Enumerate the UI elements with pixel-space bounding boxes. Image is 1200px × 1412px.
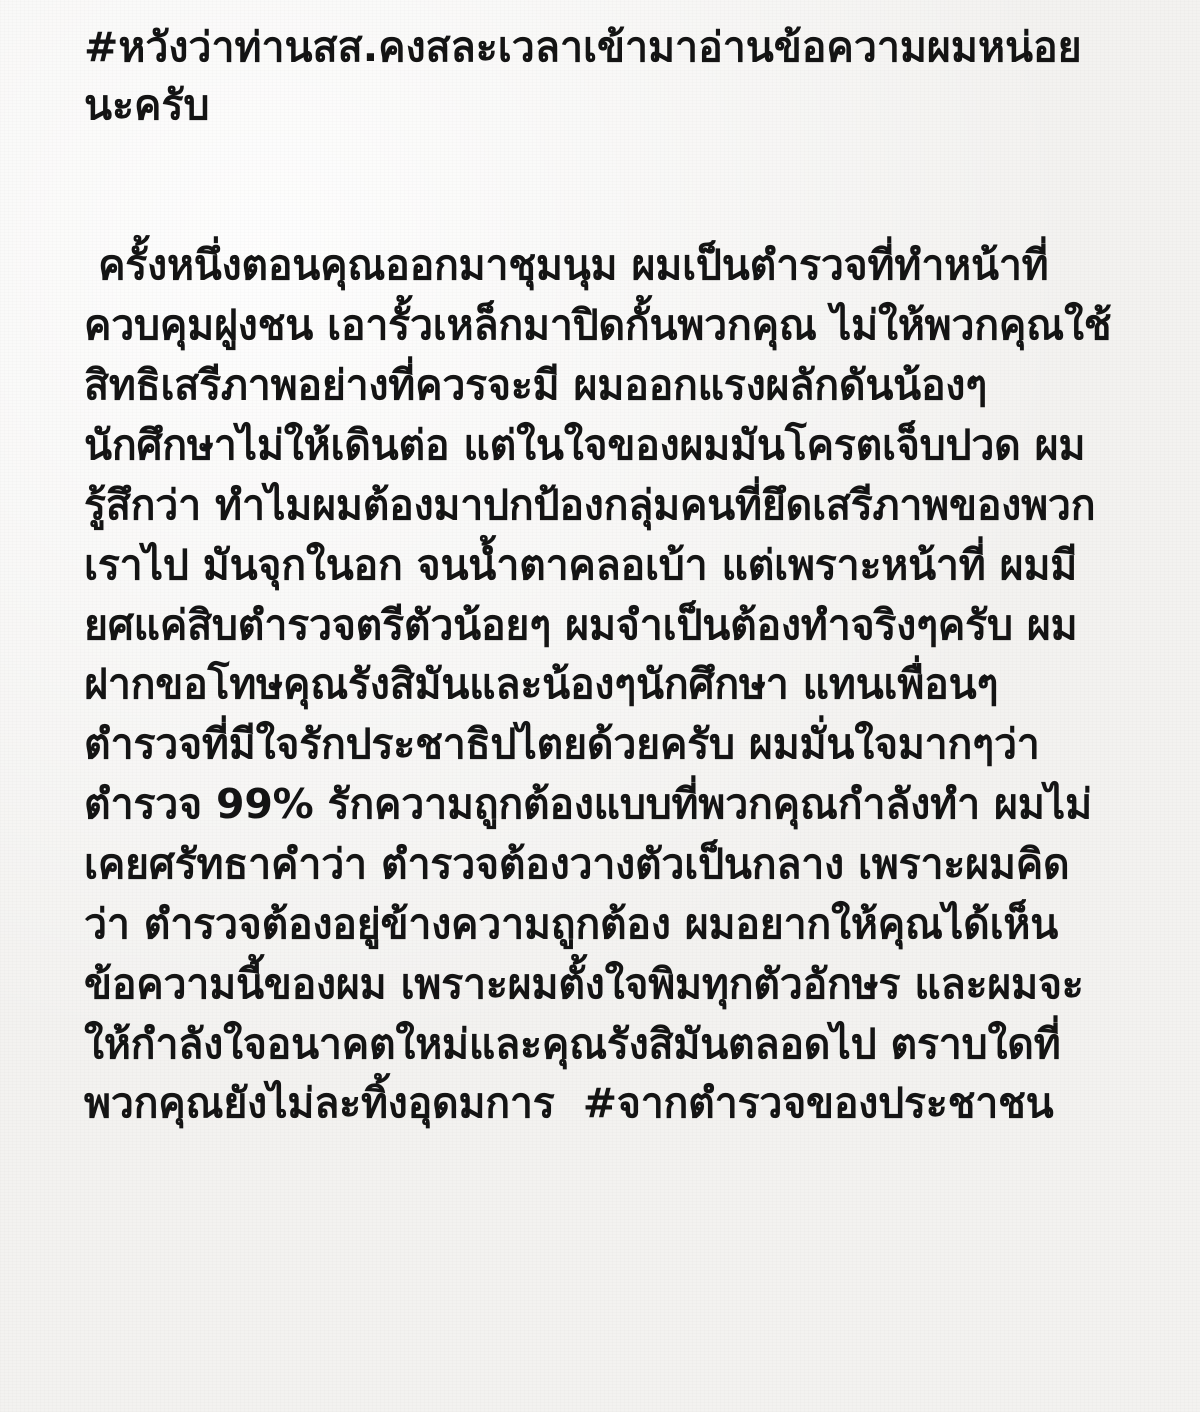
paragraph-spacer [84,140,1146,236]
hashtag-heading: #หวังว่าท่านสส.คงสละเวลาเข้ามาอ่านข้อความผมหน่อยนะครับ [84,23,1082,130]
note-body-text: ครั้งหนึ่งตอนคุณออกมาชุมนุม ผมเป็นตำรวจที่ทำหน้าที่ควบคุมฝูงชน เอารั้วเหล็กมาปิดกั้นพวกคุณ ไม่ให้พวกคุณใช้สิทธิเสรีภาพอย่างที่ควรจะมี ผมออกแรงผลักดันน้องๆนักศึกษาไม่ให้เดินต่อ แต่ในใจของผมมันโครตเจ็บปวด ผมรู้สึกว่า ทำไมผมต้องมาปกป้องกลุ่มคนที่ยึดเสรีภาพของพวกเราไป มันจุกในอก จนน้ำตาคลอเบ้า แต่เพราะหน้าที่ ผมมียศแค่สิบตำรวจตรีตัวน้อยๆ ผมจำเป็นต้องทำจริงๆครับ ผมฝากขอโทษคุณรังสิมันและน้องๆนักศึกษา แทนเพื่อนๆตำรวจที่มีใจรักประชาธิปไตยด้วยครับ ผมมั่นใจมากๆว่าตำรวจ 99% รักความถูกต้องแบบที่พวกคุณกำลังทำ ผมไม่เคยศรัทธาคำว่า ตำรวจต้องวางตัวเป็นกลาง เพราะผมคิดว่า ตำรวจต้องอยู่ข้างความถูกต้อง ผมอยากให้คุณได้เห็นข้อความนี้ของผม เพราะผมตั้งใจพิมทุกตัวอักษร และผมจะให้กำลังใจอนาคตใหม่และคุณรังสิมันตลอดไป ตราบใดที่พวกคุณยังไม่ละทิ้งอุดมการ #จากตำรวจของประชาชน [84,241,1112,1128]
